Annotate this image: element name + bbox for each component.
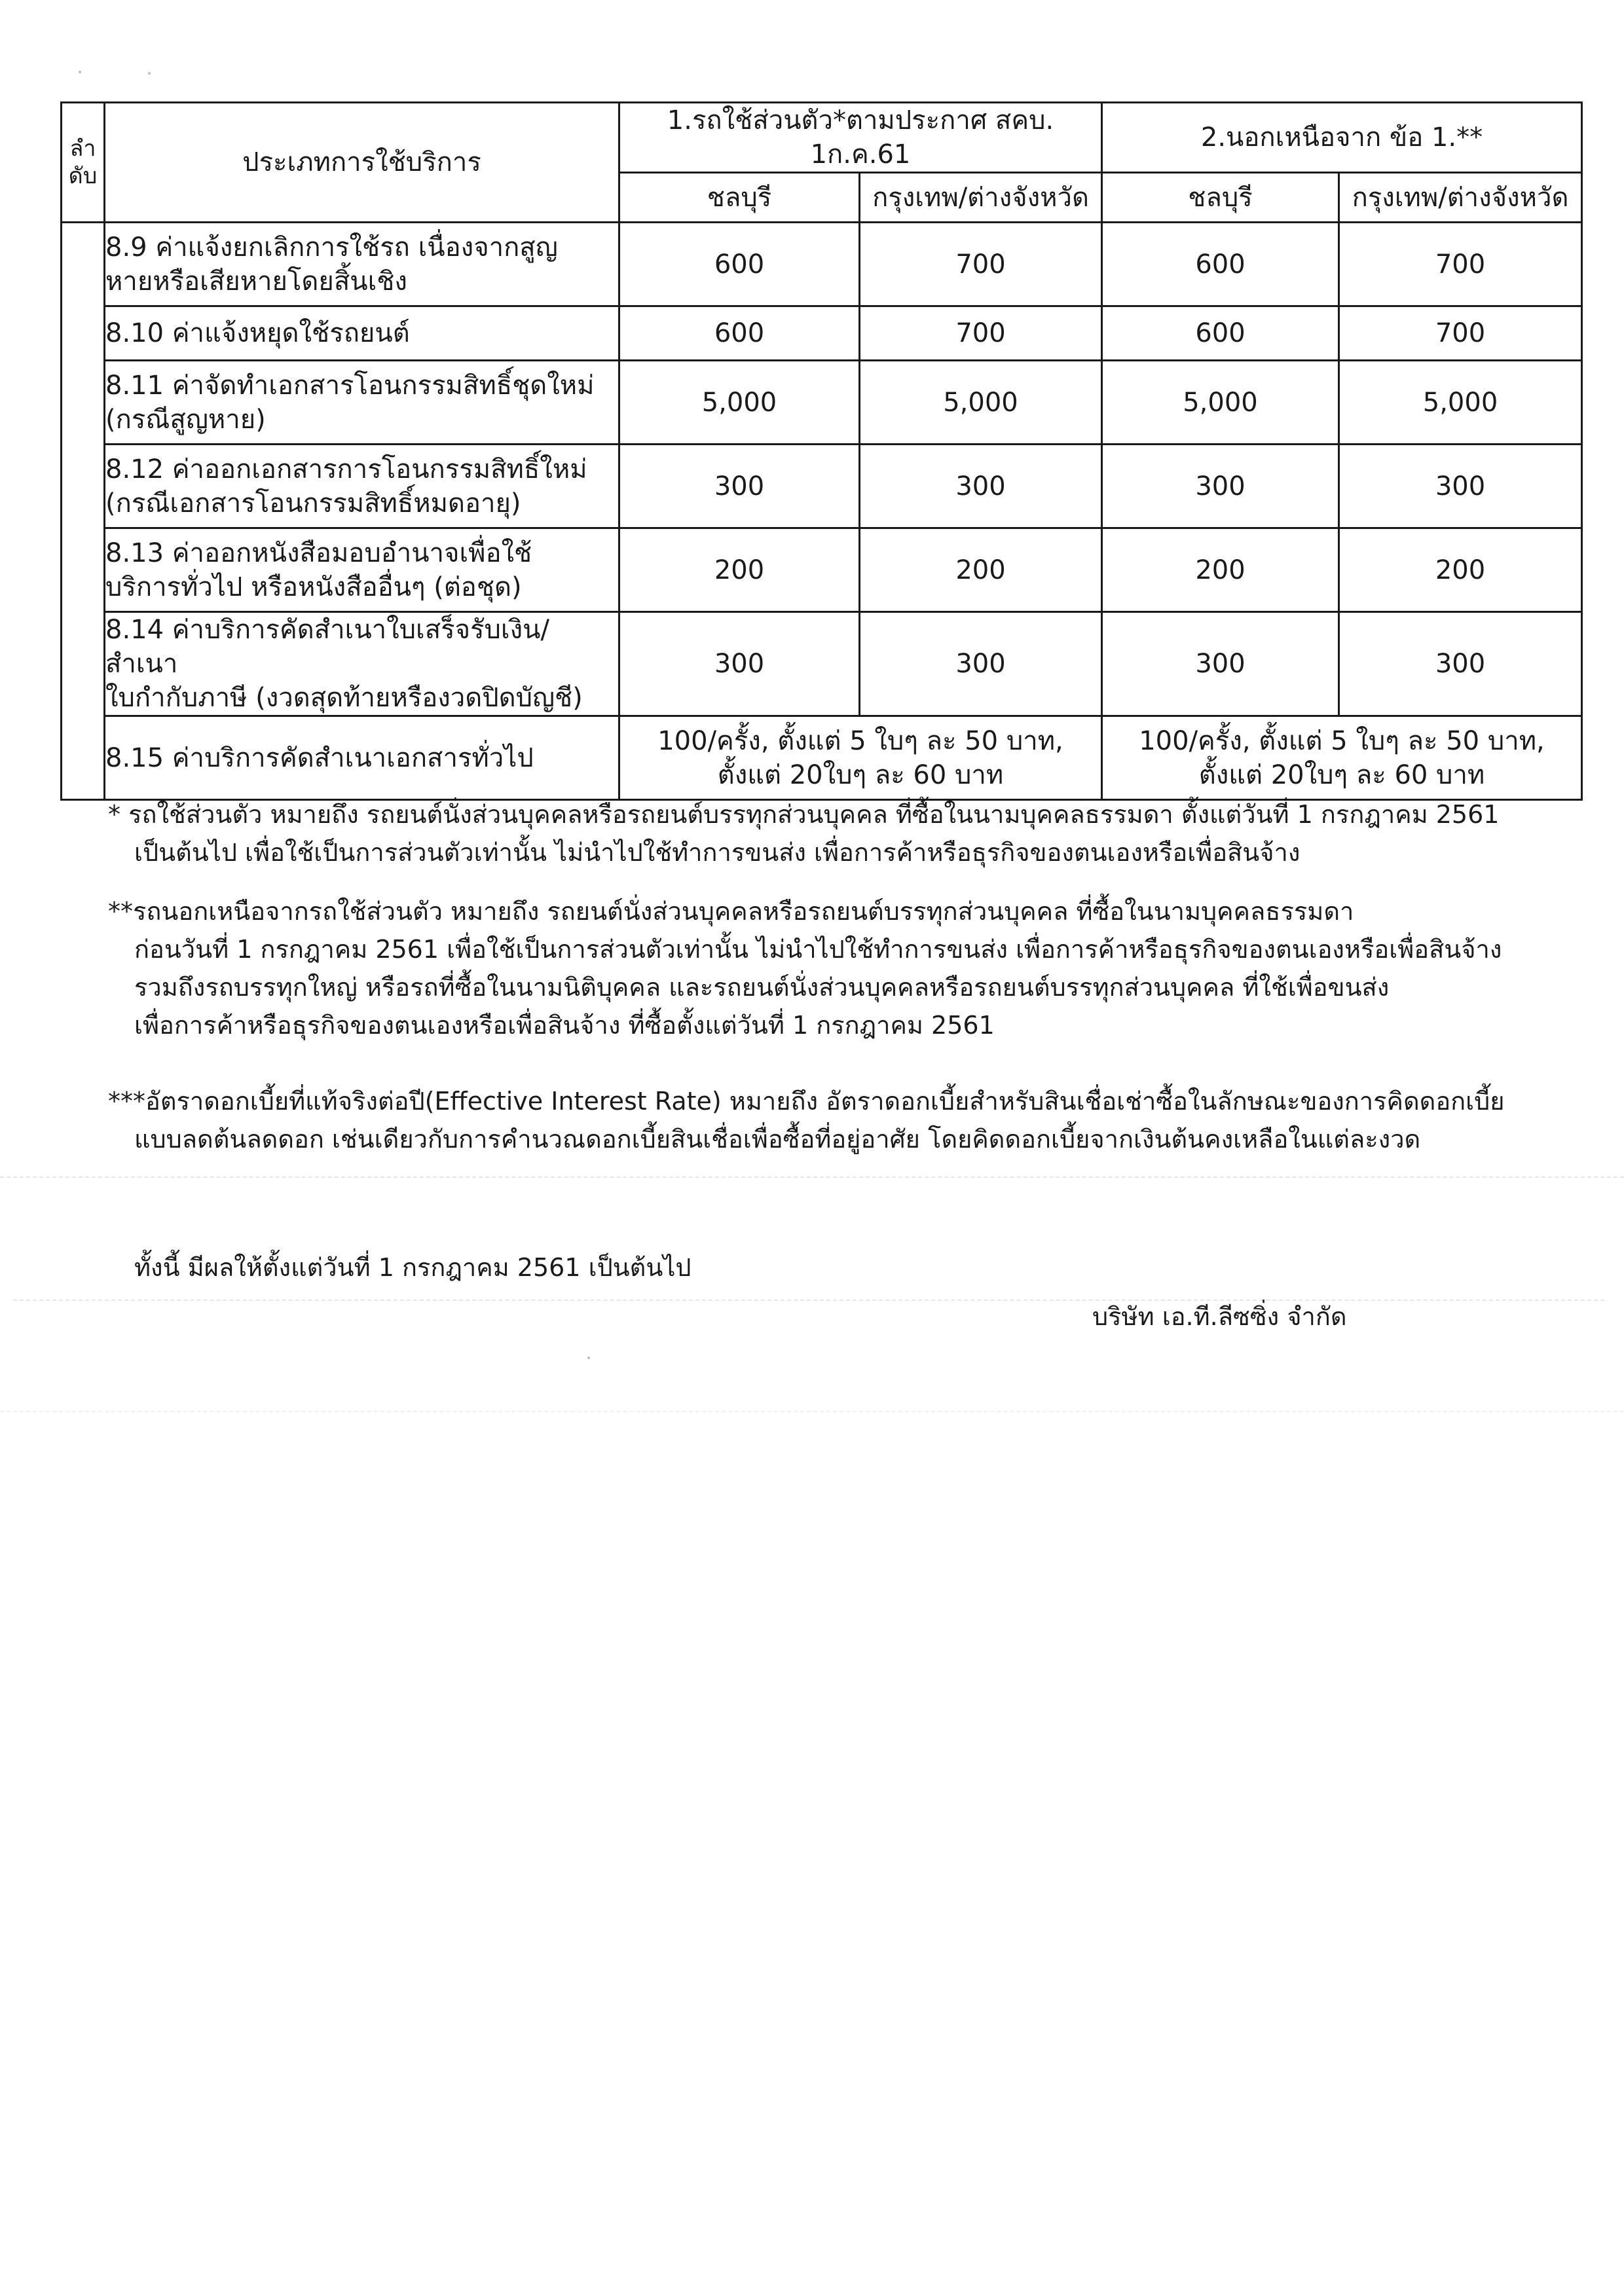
table-row — [62, 612, 1582, 716]
subheader-bangkok-provinces: กรุงเทพ/ต่างจังหวัด — [860, 173, 1102, 223]
footnote-line: แบบลดต้นลดดอก เช่นเดียวกับการคำนวณดอกเบี้ยสินเชื่อเพื่อซื้อที่อยู่อาศัย โดยคิดดอกเบี้ยจากเงินต้นคงเหลือในแต่ละงวด — [134, 1125, 1421, 1154]
fee-cell: 200 — [619, 528, 860, 612]
order-cell — [62, 223, 105, 800]
order-column-header: ลำ ดับ — [62, 103, 105, 223]
fee-cell: 200 — [1102, 528, 1339, 612]
scan-speck — [587, 1357, 590, 1359]
scan-artifact-line — [0, 1176, 1624, 1178]
footnote-line: **รถนอกเหนือจากรถใช้ส่วนตัว หมายถึง รถยนต์นั่งส่วนบุคคลหรือรถยนต์บรรทุกส่วนบุคคล ที่ซื้อในนามบุคคลธรรมดา — [108, 897, 1354, 926]
footnote-effective-interest-rate — [108, 1082, 1505, 1158]
fee-merged-cell: 100/ครั้ง, ตั้งแต่ 5 ใบๆ ละ 50 บาท, ตั้งแต่ 20ใบๆ ละ 60 บาท — [1102, 716, 1582, 800]
scan-speck — [79, 71, 81, 73]
table-row — [62, 361, 1582, 445]
fee-cell: 600 — [619, 306, 860, 361]
fee-cell: 600 — [619, 223, 860, 306]
footnote-private-vehicle — [108, 795, 1499, 871]
fee-cell: 600 — [1102, 223, 1339, 306]
fee-cell: 300 — [1102, 612, 1339, 716]
table-row — [62, 716, 1582, 800]
table-row — [62, 528, 1582, 612]
service-name-cell: 8.11 ค่าจัดทำเอกสารโอนกรรมสิทธิ์ชุดใหม่ (กรณีสูญหาย) — [105, 361, 619, 445]
fee-cell: 700 — [860, 306, 1102, 361]
fee-merged-cell: 100/ครั้ง, ตั้งแต่ 5 ใบๆ ละ 50 บาท, ตั้งแต่ 20ใบๆ ละ 60 บาท — [619, 716, 1102, 800]
scan-artifact-line — [0, 1411, 1624, 1412]
footnote-line: * รถใช้ส่วนตัว หมายถึง รถยนต์นั่งส่วนบุคคลหรือรถยนต์บรรทุกส่วนบุคคล ที่ซื้อในนามบุคคลธรรมดา ตั้งแต่วันที่ 1 กรกฎาคม 2561 — [108, 800, 1500, 829]
fee-cell: 5,000 — [860, 361, 1102, 445]
fee-cell: 300 — [1339, 612, 1582, 716]
scan-speck — [148, 72, 151, 75]
fee-cell: 300 — [619, 612, 860, 716]
fee-cell: 700 — [860, 223, 1102, 306]
footnote-line: ก่อนวันที่ 1 กรกฎาคม 2561 เพื่อใช้เป็นการส่วนตัวเท่านั้น ไม่นำไปใช้ทำการขนส่ง เพื่อการค้าหรือธุรกิจของตนเองหรือเพื่อสินจ้าง — [134, 935, 1502, 964]
subheader-chonburi: ชลบุรี — [1102, 173, 1339, 223]
fee-cell: 5,000 — [619, 361, 860, 445]
fee-cell: 300 — [860, 445, 1102, 528]
footnote-line: รวมถึงรถบรรทุกใหญ่ หรือรถที่ซื้อในนามนิติบุคคล และรถยนต์นั่งส่วนบุคคลหรือรถยนต์บรรทุกส่วนบุคคล ที่ใช้เพื่อขนส่ง — [134, 973, 1390, 1002]
fee-cell: 700 — [1339, 306, 1582, 361]
scan-artifact-line — [13, 1300, 1604, 1301]
fee-cell: 5,000 — [1102, 361, 1339, 445]
fee-cell: 200 — [860, 528, 1102, 612]
service-name-cell: 8.12 ค่าออกเอกสารการโอนกรรมสิทธิ์ใหม่ (กรณีเอกสารโอนกรรมสิทธิ์หมดอายุ) — [105, 445, 619, 528]
service-name-cell: 8.9 ค่าแจ้งยกเลิกการใช้รถ เนื่องจากสูญ หายหรือเสียหายโดยสิ้นเชิง — [105, 223, 619, 306]
table-row — [62, 306, 1582, 361]
service-name-cell: 8.15 ค่าบริการคัดสำเนาเอกสารทั่วไป — [105, 716, 619, 800]
table-row — [62, 445, 1582, 528]
company-name: บริษัท เอ.ที.ลีซซิ่ง จำกัด — [1092, 1302, 1347, 1331]
effective-date-statement: ทั้งนี้ มีผลให้ตั้งแต่วันที่ 1 กรกฎาคม 2561 เป็นต้นไป — [134, 1253, 692, 1282]
fee-cell: 200 — [1339, 528, 1582, 612]
fee-cell: 300 — [1102, 445, 1339, 528]
service-name-cell: 8.10 ค่าแจ้งหยุดใช้รถยนต์ — [105, 306, 619, 361]
footnote-line: เพื่อการค้าหรือธุรกิจของตนเองหรือเพื่อสินจ้าง ที่ซื้อตั้งแต่วันที่ 1 กรกฎาคม 2561 — [134, 1011, 995, 1040]
fee-cell: 600 — [1102, 306, 1339, 361]
table-row — [62, 223, 1582, 306]
service-type-column-header: ประเภทการใช้บริการ — [105, 103, 619, 223]
footnote-line: ***อัตราดอกเบี้ยที่แท้จริงต่อปี(Effective Interest Rate) หมายถึง อัตราดอกเบี้ยสำหรับสินเชื่อเช่าซื้อในลักษณะของการคิดดอกเบี้ย — [108, 1087, 1505, 1116]
group2-column-header: 2.นอกเหนือจาก ข้อ 1.** — [1102, 103, 1582, 173]
service-name-cell: 8.14 ค่าบริการคัดสำเนาใบเสร็จรับเงิน/สำเนา ใบกำกับภาษี (งวดสุดท้ายหรืองวดปิดบัญชี) — [105, 612, 619, 716]
fee-cell: 300 — [1339, 445, 1582, 528]
fee-cell: 300 — [619, 445, 860, 528]
subheader-bangkok-provinces: กรุงเทพ/ต่างจังหวัด — [1339, 173, 1582, 223]
group1-column-header: 1.รถใช้ส่วนตัว*ตามประกาศ สคบ. 1ก.ค.61 — [619, 103, 1102, 173]
footnote-non-private-vehicle — [108, 892, 1502, 1044]
fee-cell: 5,000 — [1339, 361, 1582, 445]
table-header-row — [62, 103, 1582, 173]
subheader-chonburi: ชลบุรี — [619, 173, 860, 223]
service-name-cell: 8.13 ค่าออกหนังสือมอบอำนาจเพื่อใช้ บริการทั่วไป หรือหนังสืออื่นๆ (ต่อชุด) — [105, 528, 619, 612]
footnote-line: เป็นต้นไป เพื่อใช้เป็นการส่วนตัวเท่านั้น ไม่นำไปใช้ทำการขนส่ง เพื่อการค้าหรือธุรกิจของตนเองหรือเพื่อสินจ้าง — [134, 838, 1301, 867]
fee-cell: 300 — [860, 612, 1102, 716]
fee-cell: 700 — [1339, 223, 1582, 306]
service-fee-table — [60, 101, 1583, 801]
